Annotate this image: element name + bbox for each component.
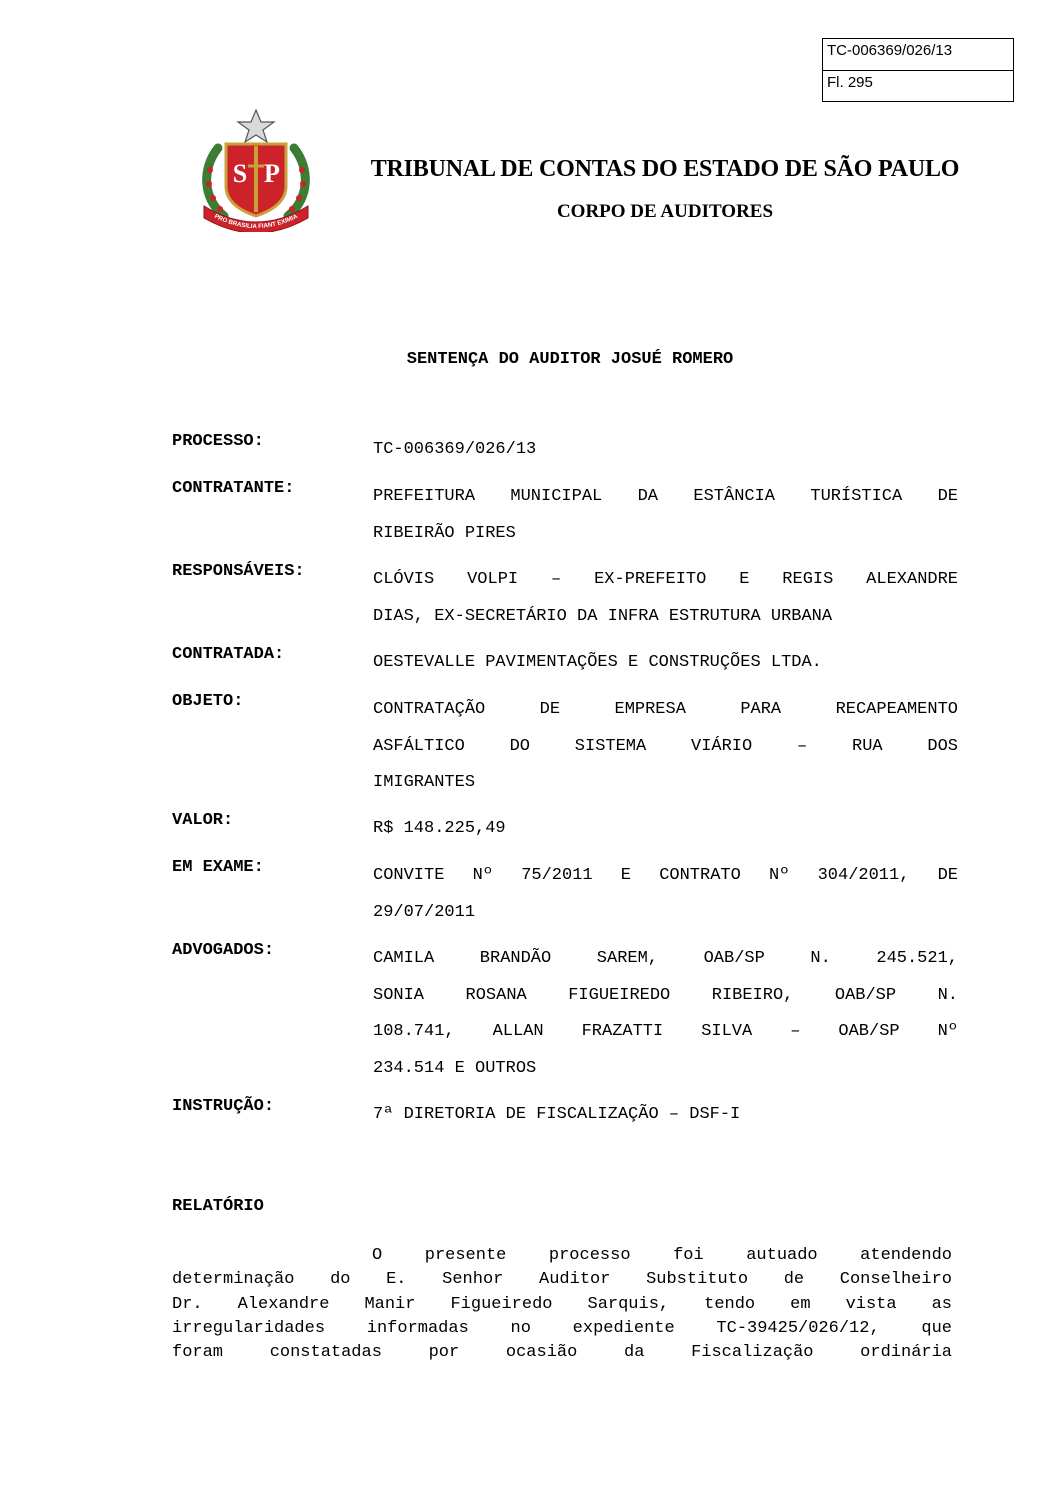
field-valor [172,811,958,848]
field-value-line: IMIGRANTES [373,773,476,792]
field-value-line: TC-006369/026/13 [373,440,537,459]
field-value-line: 7ª DIRETORIA DE FISCALIZAÇÃO – DSF-I [373,1105,741,1124]
emblem-monogram-p: P [264,159,280,188]
field-label: OBJETO: [172,692,244,711]
document-title: SENTENÇA DO AUDITOR JOSUÉ ROMERO [406,350,734,369]
field-contratante [172,479,958,552]
field-value [373,811,958,848]
field-label: RESPONSÁVEIS: [172,562,305,581]
field-value-line: CAMILA BRANDÃO SAREM, OAB/SP N. 245.521, [373,949,958,968]
field-value-line: 29/07/2011 [373,902,476,922]
field-value-line: ASFÁLTICO DO SISTEMA VIÁRIO – RUA DOS [373,736,958,756]
emblem-monogram-s: S [232,159,248,188]
field-value-line: 234.514 E OUTROS [373,1058,537,1078]
stamp-process-number: TC-006369/026/13 [823,39,1013,71]
report-paragraph [172,1244,952,1365]
field-value [373,479,958,552]
stamp-sheet-number: Fl. 295 [827,74,873,91]
sao-paulo-coat-of-arms-icon [196,108,316,232]
field-value-line: DIAS, EX-SECRETÁRIO DA INFRA ESTRUTURA URBANA [373,606,833,626]
field-label: EM EXAME: [172,858,264,877]
field-label: ADVOGADOS: [172,941,275,960]
field-label: CONTRATADA: [172,645,285,664]
department-subtitle: CORPO DE AUDITORES [556,201,774,222]
field-value-line: 108.741, ALLAN FRAZATTI SILVA – OAB/SP Nº [373,1022,958,1041]
paragraph-line: foram constatadas por ocasião da Fiscalização ordinária [172,1343,952,1363]
field-instrucao [172,1097,958,1134]
field-value-line: PREFEITURA MUNICIPAL DA ESTÂNCIA TURÍSTICA DE [373,487,958,506]
section-title-relatorio: RELATÓRIO [172,1197,264,1216]
field-value [373,858,958,931]
field-value [373,941,958,1087]
field-value [373,645,958,682]
field-label: CONTRATANTE: [172,479,295,498]
paragraph-line: irregularidades informadas no expediente TC-39425/026/12, que [172,1318,952,1338]
field-value [373,432,958,469]
field-value [373,692,958,802]
field-label: PROCESSO: [172,432,264,451]
paragraph-line: O presente processo foi autuado atendendo [372,1246,952,1265]
field-contratada [172,645,958,682]
field-responsaveis [172,562,958,635]
field-objeto [172,692,958,802]
emblem-motto: PRO BRASILIA FIANT EXIMIA [213,212,299,231]
field-value-line: OESTEVALLE PAVIMENTAÇÕES E CONSTRUÇÕES LTDA. [373,653,822,672]
institution-title: TRIBUNAL DE CONTAS DO ESTADO DE SÃO PAULO [370,156,960,182]
field-processo [172,432,958,469]
field-value-line: CONVITE Nº 75/2011 E CONTRATO Nº 304/2011, DE [373,866,958,885]
field-value-line: SONIA ROSANA FIGUEIREDO RIBEIRO, OAB/SP N. [373,985,958,1005]
field-label: INSTRUÇÃO: [172,1097,275,1116]
process-stamp-box [822,38,1014,102]
field-value-line: CONTRATAÇÃO DE EMPRESA PARA RECAPEAMENTO [373,700,958,719]
field-value-line: CLÓVIS VOLPI – EX-PREFEITO E REGIS ALEXANDRE [373,570,958,589]
field-value [373,1097,958,1134]
paragraph-line: determinação do E. Senhor Auditor Substituto de Conselheiro [172,1270,952,1290]
paragraph-line: Dr. Alexandre Manir Figueiredo Sarquis, tendo em vista as [172,1294,952,1314]
field-value-line: R$ 148.225,49 [373,819,506,838]
field-em-exame [172,858,958,931]
field-advogados [172,941,958,1087]
field-value [373,562,958,635]
field-label: VALOR: [172,811,234,830]
field-value-line: RIBEIRÃO PIRES [373,523,516,543]
